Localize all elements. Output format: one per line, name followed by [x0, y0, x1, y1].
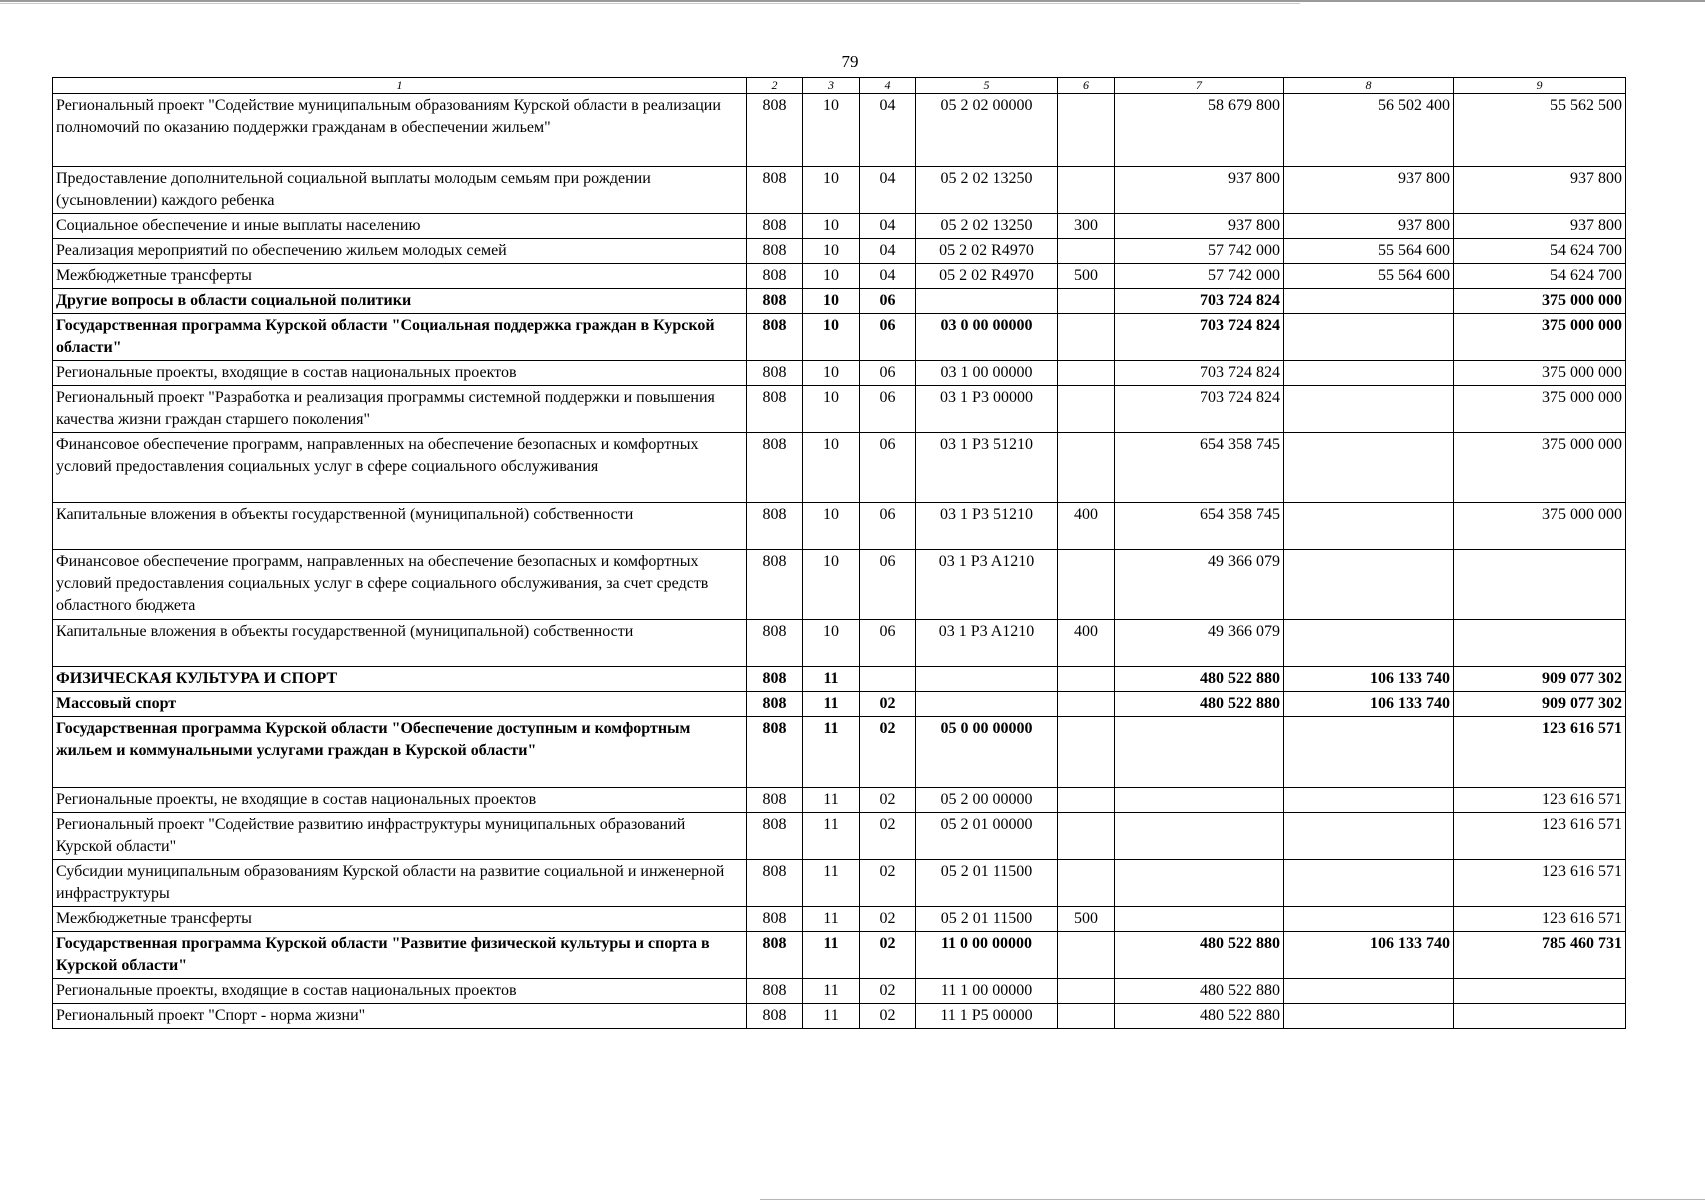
- target-article-cell: 11 0 00 00000: [916, 932, 1058, 979]
- amount-col9-cell: 375 000 000: [1454, 314, 1626, 361]
- subsection-cell: 06: [860, 289, 916, 314]
- row-name-cell: Региональный проект "Содействие муниципальным образованиям Курской области в реализации полномочий по оказанию поддержки гражданам в обеспечении жильем": [53, 94, 747, 167]
- target-article-cell: 03 1 P3 51210: [916, 503, 1058, 550]
- subsection-cell: [860, 667, 916, 692]
- rzd-code-cell: 808: [747, 907, 803, 932]
- row-name-cell: Государственная программа Курской области "Обеспечение доступным и комфортным жильем и коммунальными услугами граждан в Курской области": [53, 717, 747, 788]
- rzd-code-cell: 808: [747, 361, 803, 386]
- target-article-cell: 05 2 00 00000: [916, 788, 1058, 813]
- amount-col9-cell: 123 616 571: [1454, 813, 1626, 860]
- row-name-cell: Капитальные вложения в объекты государственной (муниципальной) собственности: [53, 620, 747, 667]
- subsection-cell: 02: [860, 932, 916, 979]
- rzd-code-cell: 808: [747, 94, 803, 167]
- target-article-cell: 05 2 02 13250: [916, 167, 1058, 214]
- amount-col9-cell: 375 000 000: [1454, 503, 1626, 550]
- section-cell: 10: [803, 264, 860, 289]
- amount-col9-cell: 909 077 302: [1454, 692, 1626, 717]
- amount-col8-cell: [1284, 813, 1454, 860]
- subsection-cell: 04: [860, 214, 916, 239]
- target-article-cell: 03 0 00 00000: [916, 314, 1058, 361]
- amount-col9-cell: 54 624 700: [1454, 239, 1626, 264]
- target-article-cell: 11 1 P5 00000: [916, 1004, 1058, 1029]
- amount-col7-cell: 937 800: [1115, 214, 1284, 239]
- amount-col8-cell: [1284, 788, 1454, 813]
- amount-col9-cell: 785 460 731: [1454, 932, 1626, 979]
- expense-type-cell: 400: [1058, 503, 1115, 550]
- amount-col9-cell: 937 800: [1454, 167, 1626, 214]
- amount-col9-cell: 123 616 571: [1454, 907, 1626, 932]
- target-article-cell: [916, 289, 1058, 314]
- section-cell: 11: [803, 907, 860, 932]
- amount-col9-cell: [1454, 1004, 1626, 1029]
- row-name-cell: Капитальные вложения в объекты государственной (муниципальной) собственности: [53, 503, 747, 550]
- target-article-cell: 05 0 00 00000: [916, 717, 1058, 788]
- amount-col7-cell: 57 742 000: [1115, 239, 1284, 264]
- expense-type-cell: [1058, 386, 1115, 433]
- column-number-row: [53, 78, 1626, 94]
- table-row: [53, 860, 1626, 907]
- table-row: [53, 667, 1626, 692]
- expense-type-cell: [1058, 433, 1115, 503]
- amount-col9-cell: 375 000 000: [1454, 386, 1626, 433]
- target-article-cell: 05 2 01 00000: [916, 813, 1058, 860]
- expense-type-cell: [1058, 692, 1115, 717]
- row-name-cell: Региональный проект "Спорт - норма жизни": [53, 1004, 747, 1029]
- amount-col7-cell: 480 522 880: [1115, 932, 1284, 979]
- expense-type-cell: 500: [1058, 264, 1115, 289]
- rzd-code-cell: 808: [747, 167, 803, 214]
- amount-col7-cell: 58 679 800: [1115, 94, 1284, 167]
- table-row: [53, 167, 1626, 214]
- section-cell: 11: [803, 717, 860, 788]
- rzd-code-cell: 808: [747, 289, 803, 314]
- amount-col8-cell: [1284, 386, 1454, 433]
- subsection-cell: 06: [860, 314, 916, 361]
- rzd-code-cell: 808: [747, 386, 803, 433]
- section-cell: 10: [803, 289, 860, 314]
- section-cell: 10: [803, 214, 860, 239]
- amount-col9-cell: 375 000 000: [1454, 433, 1626, 503]
- target-article-cell: 03 1 P3 A1210: [916, 620, 1058, 667]
- target-article-cell: [916, 692, 1058, 717]
- section-cell: 10: [803, 239, 860, 264]
- rzd-code-cell: 808: [747, 214, 803, 239]
- amount-col9-cell: 123 616 571: [1454, 788, 1626, 813]
- amount-col8-cell: [1284, 979, 1454, 1004]
- subsection-cell: 02: [860, 979, 916, 1004]
- rzd-code-cell: 808: [747, 550, 803, 620]
- amount-col9-cell: 54 624 700: [1454, 264, 1626, 289]
- amount-col7-cell: [1115, 788, 1284, 813]
- row-name-cell: Другие вопросы в области социальной политики: [53, 289, 747, 314]
- subsection-cell: 02: [860, 692, 916, 717]
- amount-col9-cell: 123 616 571: [1454, 860, 1626, 907]
- amount-col7-cell: 49 366 079: [1115, 620, 1284, 667]
- amount-col9-cell: [1454, 979, 1626, 1004]
- amount-col8-cell: [1284, 503, 1454, 550]
- rzd-code-cell: 808: [747, 813, 803, 860]
- amount-col9-cell: 375 000 000: [1454, 289, 1626, 314]
- subsection-cell: 02: [860, 860, 916, 907]
- table-row: [53, 692, 1626, 717]
- column-header: 4: [860, 78, 916, 94]
- subsection-cell: 02: [860, 1004, 916, 1029]
- section-cell: 11: [803, 1004, 860, 1029]
- amount-col7-cell: 480 522 880: [1115, 1004, 1284, 1029]
- amount-col8-cell: 106 133 740: [1284, 692, 1454, 717]
- expense-type-cell: [1058, 314, 1115, 361]
- rzd-code-cell: 808: [747, 1004, 803, 1029]
- row-name-cell: ФИЗИЧЕСКАЯ КУЛЬТУРА И СПОРТ: [53, 667, 747, 692]
- amount-col8-cell: 55 564 600: [1284, 264, 1454, 289]
- target-article-cell: 03 1 00 00000: [916, 361, 1058, 386]
- rzd-code-cell: 808: [747, 717, 803, 788]
- table-row: [53, 314, 1626, 361]
- column-header: 8: [1284, 78, 1454, 94]
- expense-type-cell: [1058, 932, 1115, 979]
- amount-col8-cell: [1284, 1004, 1454, 1029]
- subsection-cell: 02: [860, 813, 916, 860]
- section-cell: 10: [803, 361, 860, 386]
- row-name-cell: Финансовое обеспечение программ, направленных на обеспечение безопасных и комфортных условий предоставления социальных услуг в сфере социального обслуживания: [53, 433, 747, 503]
- target-article-cell: [916, 667, 1058, 692]
- table-row: [53, 264, 1626, 289]
- table-row: [53, 979, 1626, 1004]
- amount-col7-cell: 703 724 824: [1115, 386, 1284, 433]
- amount-col7-cell: 654 358 745: [1115, 433, 1284, 503]
- row-name-cell: Региональный проект "Содействие развитию инфраструктуры муниципальных образований Курской области": [53, 813, 747, 860]
- amount-col7-cell: 703 724 824: [1115, 289, 1284, 314]
- section-cell: 10: [803, 550, 860, 620]
- table-row: [53, 503, 1626, 550]
- table-body: [53, 94, 1626, 1029]
- amount-col8-cell: [1284, 433, 1454, 503]
- section-cell: 10: [803, 433, 860, 503]
- target-article-cell: 05 2 02 R4970: [916, 239, 1058, 264]
- row-name-cell: Региональный проект "Разработка и реализация программы системной поддержки и повышения качества жизни граждан старшего поколения": [53, 386, 747, 433]
- section-cell: 10: [803, 386, 860, 433]
- subsection-cell: 06: [860, 433, 916, 503]
- subsection-cell: 04: [860, 94, 916, 167]
- amount-col8-cell: 937 800: [1284, 167, 1454, 214]
- subsection-cell: 04: [860, 239, 916, 264]
- rzd-code-cell: 808: [747, 979, 803, 1004]
- amount-col9-cell: [1454, 550, 1626, 620]
- expense-type-cell: 300: [1058, 214, 1115, 239]
- rzd-code-cell: 808: [747, 667, 803, 692]
- amount-col8-cell: [1284, 550, 1454, 620]
- subsection-cell: 06: [860, 361, 916, 386]
- scan-top-edge-line: [0, 3, 1300, 4]
- row-name-cell: Социальное обеспечение и иные выплаты населению: [53, 214, 747, 239]
- amount-col7-cell: 703 724 824: [1115, 361, 1284, 386]
- amount-col8-cell: [1284, 860, 1454, 907]
- column-header: 1: [53, 78, 747, 94]
- column-header: 6: [1058, 78, 1115, 94]
- amount-col8-cell: 106 133 740: [1284, 932, 1454, 979]
- rzd-code-cell: 808: [747, 239, 803, 264]
- amount-col9-cell: 375 000 000: [1454, 361, 1626, 386]
- rzd-code-cell: 808: [747, 620, 803, 667]
- table-row: [53, 932, 1626, 979]
- expense-type-cell: [1058, 860, 1115, 907]
- amount-col8-cell: 937 800: [1284, 214, 1454, 239]
- expense-type-cell: [1058, 94, 1115, 167]
- amount-col7-cell: 480 522 880: [1115, 667, 1284, 692]
- amount-col7-cell: [1115, 860, 1284, 907]
- expense-type-cell: [1058, 717, 1115, 788]
- section-cell: 11: [803, 788, 860, 813]
- table-row: [53, 239, 1626, 264]
- amount-col8-cell: [1284, 717, 1454, 788]
- amount-col7-cell: 57 742 000: [1115, 264, 1284, 289]
- amount-col7-cell: 937 800: [1115, 167, 1284, 214]
- section-cell: 11: [803, 860, 860, 907]
- table-row: [53, 620, 1626, 667]
- row-name-cell: Региональные проекты, не входящие в состав национальных проектов: [53, 788, 747, 813]
- row-name-cell: Предоставление дополнительной социальной выплаты молодым семьям при рождении (усыновлении) каждого ребенка: [53, 167, 747, 214]
- table-row: [53, 1004, 1626, 1029]
- amount-col7-cell: [1115, 813, 1284, 860]
- amount-col8-cell: [1284, 314, 1454, 361]
- target-article-cell: 05 2 01 11500: [916, 860, 1058, 907]
- section-cell: 10: [803, 94, 860, 167]
- expense-type-cell: [1058, 289, 1115, 314]
- row-name-cell: Межбюджетные трансферты: [53, 264, 747, 289]
- expense-type-cell: [1058, 167, 1115, 214]
- row-name-cell: Реализация мероприятий по обеспечению жильем молодых семей: [53, 239, 747, 264]
- target-article-cell: 05 2 02 13250: [916, 214, 1058, 239]
- amount-col7-cell: 480 522 880: [1115, 979, 1284, 1004]
- rzd-code-cell: 808: [747, 264, 803, 289]
- table-row: [53, 907, 1626, 932]
- row-name-cell: Финансовое обеспечение программ, направленных на обеспечение безопасных и комфортных условий предоставления социальных услуг в сфере социального обслуживания, за счет средств областного бюджета: [53, 550, 747, 620]
- section-cell: 10: [803, 503, 860, 550]
- target-article-cell: 05 2 01 11500: [916, 907, 1058, 932]
- section-cell: 11: [803, 979, 860, 1004]
- target-article-cell: 05 2 02 R4970: [916, 264, 1058, 289]
- subsection-cell: 06: [860, 550, 916, 620]
- subsection-cell: 02: [860, 717, 916, 788]
- amount-col7-cell: 654 358 745: [1115, 503, 1284, 550]
- column-header: 7: [1115, 78, 1284, 94]
- subsection-cell: 02: [860, 907, 916, 932]
- page-number: 79: [841, 52, 859, 71]
- column-header: 3: [803, 78, 860, 94]
- section-cell: 10: [803, 620, 860, 667]
- table-row: [53, 94, 1626, 167]
- section-cell: 10: [803, 314, 860, 361]
- subsection-cell: 04: [860, 264, 916, 289]
- amount-col9-cell: 55 562 500: [1454, 94, 1626, 167]
- row-name-cell: Государственная программа Курской области "Развитие физической культуры и спорта в Курской области": [53, 932, 747, 979]
- target-article-cell: 05 2 02 00000: [916, 94, 1058, 167]
- amount-col9-cell: 123 616 571: [1454, 717, 1626, 788]
- table-row: [53, 813, 1626, 860]
- target-article-cell: 03 1 P3 00000: [916, 386, 1058, 433]
- expense-type-cell: [1058, 788, 1115, 813]
- rzd-code-cell: 808: [747, 503, 803, 550]
- expense-type-cell: [1058, 550, 1115, 620]
- amount-col7-cell: 703 724 824: [1115, 314, 1284, 361]
- column-header: 2: [747, 78, 803, 94]
- target-article-cell: 03 1 P3 51210: [916, 433, 1058, 503]
- expense-type-cell: 500: [1058, 907, 1115, 932]
- scan-top-edge: [0, 0, 1705, 2]
- subsection-cell: 06: [860, 386, 916, 433]
- section-cell: 11: [803, 692, 860, 717]
- amount-col9-cell: [1454, 620, 1626, 667]
- subsection-cell: 06: [860, 503, 916, 550]
- expense-type-cell: [1058, 1004, 1115, 1029]
- table-row: [53, 788, 1626, 813]
- expense-type-cell: 400: [1058, 620, 1115, 667]
- section-cell: 11: [803, 932, 860, 979]
- expense-type-cell: [1058, 239, 1115, 264]
- row-name-cell: Государственная программа Курской области "Социальная поддержка граждан в Курской области": [53, 314, 747, 361]
- row-name-cell: Региональные проекты, входящие в состав национальных проектов: [53, 361, 747, 386]
- column-header: 9: [1454, 78, 1626, 94]
- amount-col8-cell: 55 564 600: [1284, 239, 1454, 264]
- row-name-cell: Региональные проекты, входящие в состав национальных проектов: [53, 979, 747, 1004]
- amount-col8-cell: [1284, 289, 1454, 314]
- amount-col8-cell: 56 502 400: [1284, 94, 1454, 167]
- rzd-code-cell: 808: [747, 788, 803, 813]
- table-row: [53, 386, 1626, 433]
- row-name-cell: Субсидии муниципальным образованиям Курской области на развитие социальной и инженерной инфраструктуры: [53, 860, 747, 907]
- target-article-cell: 11 1 00 00000: [916, 979, 1058, 1004]
- rzd-code-cell: 808: [747, 860, 803, 907]
- expense-type-cell: [1058, 813, 1115, 860]
- section-cell: 11: [803, 813, 860, 860]
- subsection-cell: 06: [860, 620, 916, 667]
- section-cell: 10: [803, 167, 860, 214]
- table-row: [53, 361, 1626, 386]
- amount-col9-cell: 937 800: [1454, 214, 1626, 239]
- amount-col7-cell: 480 522 880: [1115, 692, 1284, 717]
- rzd-code-cell: 808: [747, 692, 803, 717]
- expense-type-cell: [1058, 979, 1115, 1004]
- amount-col8-cell: [1284, 361, 1454, 386]
- budget-table: [52, 77, 1626, 1029]
- table-row: [53, 214, 1626, 239]
- table-row: [53, 550, 1626, 620]
- rzd-code-cell: 808: [747, 433, 803, 503]
- row-name-cell: Массовый спорт: [53, 692, 747, 717]
- rzd-code-cell: 808: [747, 314, 803, 361]
- rzd-code-cell: 808: [747, 932, 803, 979]
- expense-type-cell: [1058, 361, 1115, 386]
- table-row: [53, 717, 1626, 788]
- subsection-cell: 04: [860, 167, 916, 214]
- amount-col8-cell: [1284, 620, 1454, 667]
- section-cell: 11: [803, 667, 860, 692]
- amount-col7-cell: [1115, 717, 1284, 788]
- table-row: [53, 433, 1626, 503]
- amount-col8-cell: [1284, 907, 1454, 932]
- amount-col7-cell: [1115, 907, 1284, 932]
- column-header: 5: [916, 78, 1058, 94]
- amount-col7-cell: 49 366 079: [1115, 550, 1284, 620]
- row-name-cell: Межбюджетные трансферты: [53, 907, 747, 932]
- amount-col9-cell: 909 077 302: [1454, 667, 1626, 692]
- target-article-cell: 03 1 P3 A1210: [916, 550, 1058, 620]
- expense-type-cell: [1058, 667, 1115, 692]
- amount-col8-cell: 106 133 740: [1284, 667, 1454, 692]
- table-row: [53, 289, 1626, 314]
- subsection-cell: 02: [860, 788, 916, 813]
